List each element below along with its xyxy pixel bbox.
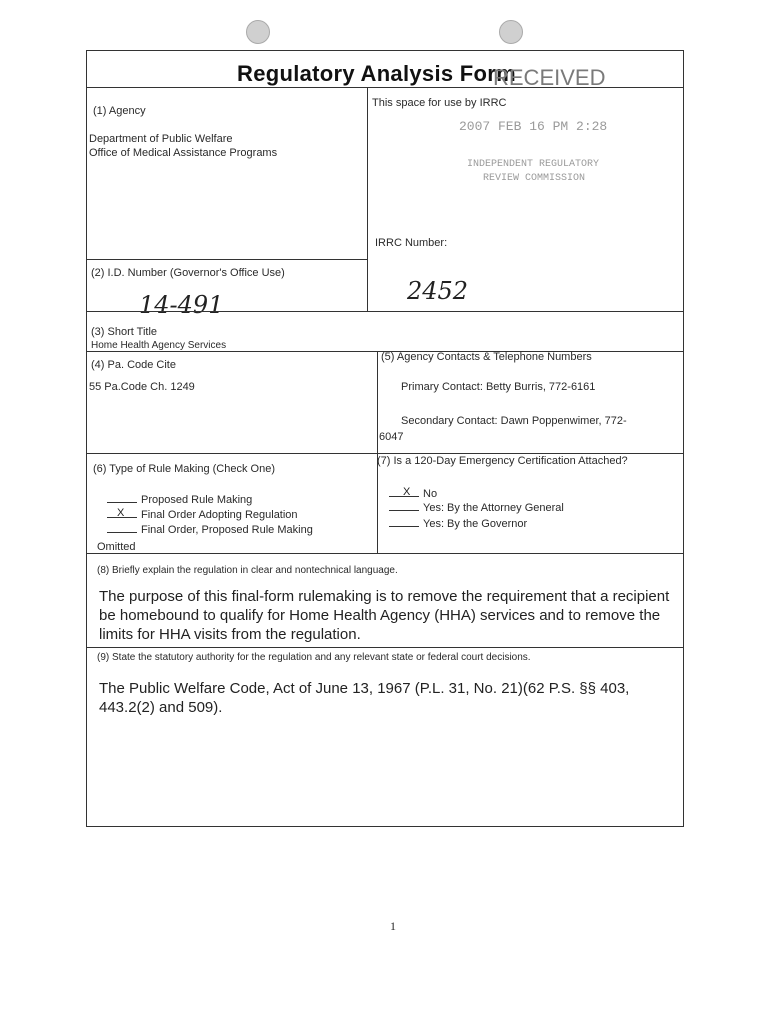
emergency-option-no: No (389, 487, 437, 501)
id-number-label: (2) I.D. Number (Governor's Office Use) (91, 267, 285, 279)
divider (367, 87, 368, 311)
rule-making-check-mark: X (117, 507, 125, 519)
explanation-label: (8) Briefly explain the regulation in clear and nontechnical language. (97, 565, 398, 576)
agency-line-1: Department of Public Welfare (89, 133, 233, 145)
explanation-text: The purpose of this final-form rulemaking is to remove the requirement that a recipient be homebound to qualify for Home Health Agency (HHA) services and to remove the limits for HHA visits from the regulation. (99, 588, 670, 643)
emergency-label: (7) Is a 120-Day Emergency Certification Attached? (377, 455, 628, 467)
page-number: 1 (390, 919, 396, 933)
irrc-number-label: IRRC Number: (375, 237, 448, 249)
authority-label: (9) State the statutory authority for the regulation and any relevant state or federal court decisions. (97, 652, 531, 663)
agency-line-2: Office of Medical Assistance Programs (89, 147, 278, 159)
divider (377, 351, 378, 553)
punch-hole-left (246, 20, 270, 44)
irrc-number-handwritten: 2452 (407, 277, 469, 305)
authority-text: The Public Welfare Code, Act of June 13, 1967 (P.L. 31, No. 21)(62 P.S. §§ 403, 443.2(2) and 509). (99, 680, 630, 716)
divider (87, 311, 683, 312)
rule-making-option-omitted-cont: Omitted (97, 541, 136, 553)
code-cite-value: 55 Pa.Code Ch. 1249 (89, 381, 195, 393)
agency-label: (1) Agency (93, 105, 146, 117)
rule-making-label: (6) Type of Rule Making (Check One) (93, 463, 275, 475)
emergency-option-attorney-general: Yes: By the Attorney General (389, 501, 564, 515)
regulatory-analysis-form (86, 50, 684, 827)
contacts-label: (5) Agency Contacts & Telephone Numbers (381, 351, 592, 363)
id-number-handwritten: 14-491 (139, 291, 224, 319)
divider (87, 647, 683, 648)
emergency-option-governor: Yes: By the Governor (389, 517, 527, 531)
form-title: Regulatory Analysis Form (237, 61, 517, 86)
emergency-check-mark: X (403, 486, 411, 498)
date-stamp: 2007 FEB 16 PM 2:28 (459, 119, 608, 134)
divider (87, 259, 367, 260)
rule-making-option-omitted: Final Order, Proposed Rule Making (107, 523, 313, 537)
short-title-label: (3) Short Title (91, 326, 158, 338)
commission-stamp-line-1: INDEPENDENT REGULATORY (467, 159, 600, 170)
secondary-contact-line-1: Secondary Contact: Dawn Poppenwimer, 772- (401, 415, 627, 427)
divider (87, 453, 683, 454)
divider (87, 87, 683, 88)
commission-stamp-line-2: REVIEW COMMISSION (483, 173, 586, 184)
primary-contact: Primary Contact: Betty Burris, 772-6161 (401, 381, 596, 393)
punch-hole-right (499, 20, 523, 44)
irrc-space-label: This space for use by IRRC (372, 97, 507, 109)
rule-making-option-proposed: Proposed Rule Making (107, 493, 252, 507)
code-cite-label: (4) Pa. Code Cite (91, 359, 176, 371)
received-stamp: RECEIVED (493, 65, 606, 90)
rule-making-option-final: Final Order Adopting Regulation (107, 508, 298, 522)
secondary-contact-line-2: 6047 (379, 431, 404, 443)
short-title-value: Home Health Agency Services (91, 340, 227, 351)
divider (87, 553, 683, 554)
